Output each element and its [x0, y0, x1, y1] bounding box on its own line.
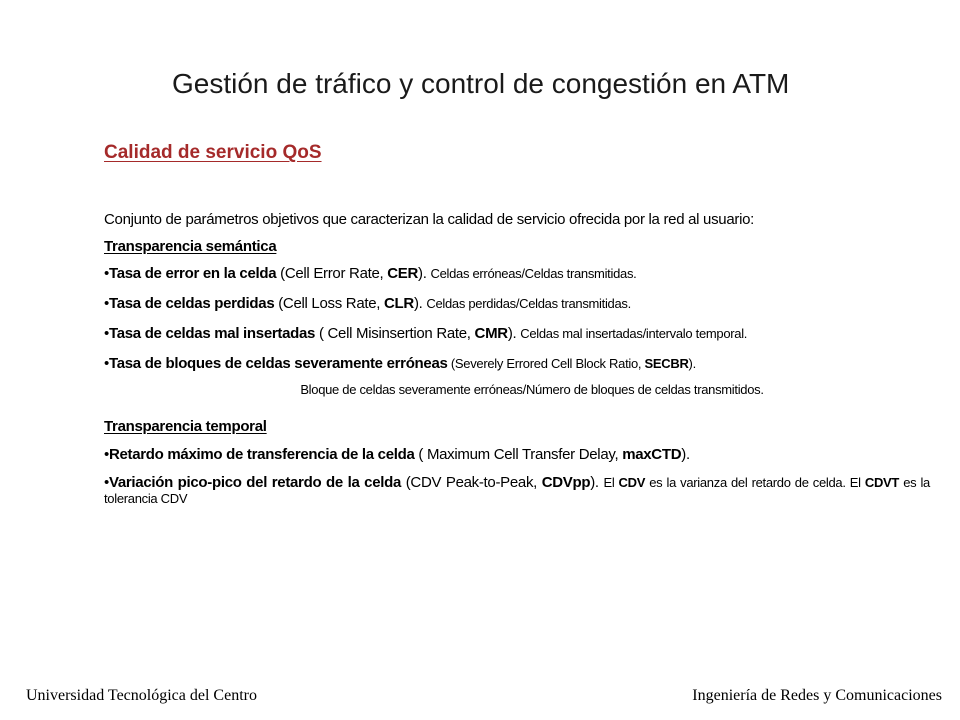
item-term: Tasa de celdas mal insertadas [108, 325, 316, 342]
item-desc-end: ). [507, 325, 521, 342]
temporal-heading: Transparencia temporal [104, 418, 267, 435]
semantic-item-secbr [104, 354, 930, 374]
item-term: Variación pico-pico del retardo de la celda [108, 474, 402, 491]
footer-institution: Universidad Tecnológica del Centro [26, 687, 257, 704]
item-desc: (Severely Errored Cell Block Ratio, [447, 356, 645, 371]
semantic-heading: Transparencia semántica [104, 238, 277, 255]
item-term: Tasa de celdas perdidas [108, 295, 275, 312]
bullet: • [104, 355, 109, 372]
item-abbr: SECBR [644, 356, 689, 371]
item-term: Tasa de bloques de celdas severamente erróneas [108, 355, 448, 372]
item-abbr: CLR [384, 295, 414, 312]
item-desc-end: ). [688, 356, 696, 371]
item-desc: ( Cell Misinsertion Rate, [315, 325, 475, 342]
item-note: El [603, 475, 619, 490]
item-desc-end: ). [681, 446, 690, 463]
item-note: Celdas mal insertadas/intervalo temporal. [520, 326, 748, 341]
bullet: • [104, 265, 109, 282]
item-term: Retardo máximo de transferencia de la celda [108, 446, 415, 463]
item-term: Tasa de error en la celda [108, 265, 277, 282]
item-desc: (CDV Peak-to-Peak, [401, 474, 542, 491]
footer-course: Ingeniería de Redes y Comunicaciones [692, 687, 942, 704]
bullet: • [104, 446, 109, 463]
item-desc: (Cell Loss Rate, [274, 295, 385, 312]
bullet: • [104, 295, 109, 312]
item-note: es la tolerancia CDV [104, 475, 930, 506]
item-note: Celdas erróneas/Celdas transmitidas. [430, 266, 637, 281]
intro-text: Conjunto de parámetros objetivos que caracterizan la calidad de servicio ofrecida por la red al usuario: [104, 211, 755, 228]
bullet: • [104, 325, 109, 342]
semantic-item-cmr [104, 324, 930, 344]
item-abbr: CMR [474, 325, 508, 342]
item-note: es la varianza del retardo de celda. El [645, 475, 865, 490]
item-abbr: CER [387, 265, 419, 282]
semantic-item-clr [104, 294, 930, 314]
item-abbr: CDVpp [541, 474, 591, 491]
semantic-item-cer [104, 264, 930, 284]
item-desc-end: ). [413, 295, 427, 312]
slide-subtitle: Calidad de servicio QoS [104, 142, 322, 163]
temporal-item-maxctd [104, 445, 930, 465]
item-desc-end: ). [590, 474, 604, 491]
item-note-abbr: CDV [618, 475, 646, 490]
temporal-item-cdvpp [104, 475, 930, 507]
item-desc-end: ). [418, 265, 431, 282]
item-abbr: maxCTD [622, 446, 682, 463]
bullet: • [104, 474, 109, 491]
secbr-note: Bloque de celdas severamente erróneas/Número de bloques de celdas transmitidos. [300, 382, 764, 397]
item-desc: (Cell Error Rate, [276, 265, 388, 282]
slide-body [104, 210, 930, 507]
item-desc: ( Maximum Cell Transfer Delay, [414, 446, 623, 463]
item-note: Celdas perdidas/Celdas transmitidas. [426, 296, 631, 311]
item-note-abbr: CDVT [864, 475, 900, 490]
slide-title: Gestión de tráfico y control de congestión en ATM [172, 68, 790, 99]
